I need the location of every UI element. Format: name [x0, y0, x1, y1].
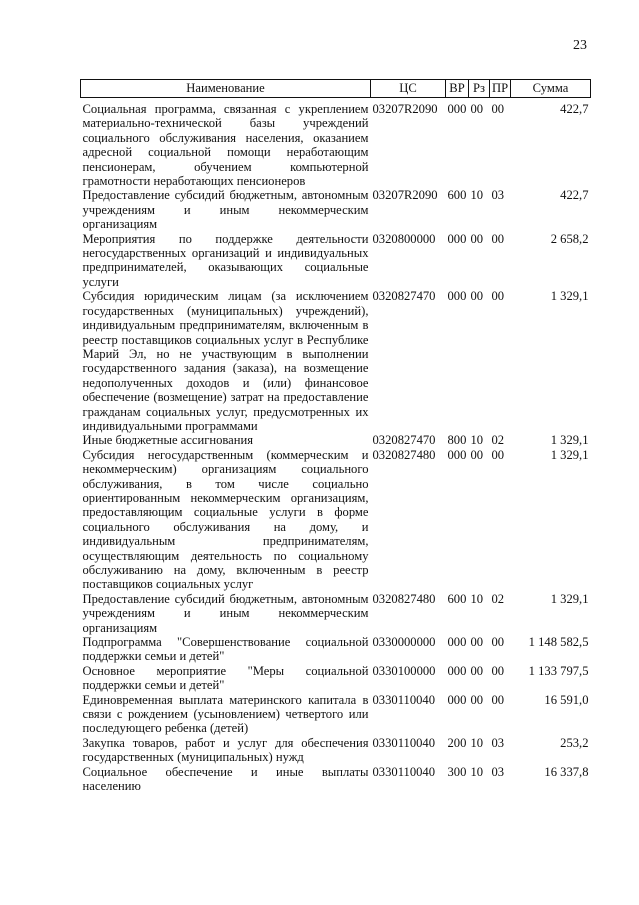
header-sum: Сумма	[511, 80, 591, 98]
row-cs: 03207R2090	[372, 102, 438, 116]
row-vr: 000	[447, 663, 467, 678]
row-cs: 0320800000	[372, 231, 436, 246]
row-name: Субсидия негосударственным (коммерческим и некоммерческим) организациям социального обслуживания, в том числе социально ориентированным некоммерческим организациям, предоставляющим социальные услуги в форме социального обслуживания на дому, и индивидуальным предпринимателям, осуществляющим деятельность по социальному обслуживанию на дому, включенным в реестр поставщиков социальных услуг	[82, 447, 369, 592]
row-sum: 422,7	[560, 102, 589, 116]
table-row	[81, 98, 591, 189]
row-pr: 03	[491, 764, 505, 779]
row-name: Социальное обеспечение и иные выплаты населению	[82, 764, 369, 794]
row-name: Предоставление субсидий бюджетным, автономным учреждениям и иным некоммерческим организациям	[82, 188, 369, 232]
page-number: 23	[573, 38, 587, 53]
row-cs: 0330110040	[372, 735, 436, 750]
row-vr: 800	[447, 433, 467, 448]
row-pr: 00	[491, 663, 505, 678]
row-pr: 00	[491, 102, 505, 116]
row-rz: 00	[470, 447, 484, 462]
row-cs: 0320827480	[372, 447, 436, 462]
row-rz: 10	[470, 764, 484, 779]
row-cs: 03207R2090	[372, 188, 438, 203]
row-sum: 2 658,2	[550, 231, 589, 246]
table-row	[81, 664, 591, 693]
row-cs: 0330110040	[372, 692, 436, 707]
row-vr: 000	[447, 289, 467, 304]
header-rz: Рз	[469, 80, 490, 98]
row-name: Предоставление субсидий бюджетным, автономным учреждениям и иным некоммерческим организациям	[82, 591, 369, 635]
table-row	[81, 433, 591, 447]
table-row	[81, 765, 591, 794]
table-row	[81, 693, 591, 736]
row-vr: 600	[447, 591, 467, 606]
table-row	[81, 736, 591, 765]
table-row	[81, 635, 591, 664]
row-pr: 03	[491, 735, 505, 750]
row-sum: 422,7	[560, 188, 589, 203]
row-rz: 00	[470, 231, 484, 246]
row-vr: 000	[447, 231, 467, 246]
table-body	[81, 98, 591, 794]
row-rz: 00	[470, 663, 484, 678]
row-sum: 253,2	[560, 735, 589, 750]
table-row	[81, 448, 591, 592]
row-vr: 000	[447, 447, 467, 462]
row-name: Основное мероприятие "Меры социальной поддержки семьи и детей"	[82, 663, 369, 693]
row-name: Единовременная выплата материнского капитала в связи с рождением (усыновлением) четвертого или последующего ребенка (детей)	[82, 692, 369, 736]
row-sum: 1 329,1	[550, 591, 589, 606]
row-sum: 16 337,8	[544, 764, 589, 779]
header-name: Наименование	[81, 80, 371, 98]
row-vr: 200	[447, 735, 467, 750]
row-name: Иные бюджетные ассигнования	[82, 433, 254, 448]
row-name: Мероприятия по поддержке деятельности негосударственных организаций и индивидуальных предпринимателей, оказывающих социальные услуги	[82, 231, 369, 289]
row-rz: 00	[470, 289, 484, 304]
row-name: Закупка товаров, работ и услуг для обеспечения государственных (муниципальных) нужд	[82, 735, 369, 765]
row-pr: 03	[491, 188, 505, 203]
row-rz: 10	[470, 188, 484, 203]
row-pr: 00	[491, 447, 505, 462]
row-cs: 0330100000	[372, 663, 436, 678]
row-cs: 0320827470	[372, 433, 436, 448]
row-rz: 10	[470, 591, 484, 606]
row-sum: 16 591,0	[544, 692, 589, 707]
table-row	[81, 592, 591, 635]
row-rz: 10	[470, 735, 484, 750]
row-name: Подпрограмма "Совершенствование социальной поддержки семьи и детей"	[82, 635, 369, 664]
row-rz: 00	[470, 692, 484, 707]
budget-table	[80, 79, 591, 794]
row-sum: 1 133 797,5	[528, 663, 589, 678]
table-row	[81, 188, 591, 231]
table-header	[81, 80, 591, 98]
header-vr: ВР	[446, 80, 469, 98]
row-cs: 0330000000	[372, 635, 436, 650]
row-rz: 00	[470, 102, 484, 116]
row-rz: 00	[470, 635, 484, 650]
row-pr: 02	[491, 591, 505, 606]
table-row	[81, 232, 591, 290]
row-cs: 0320827470	[372, 289, 436, 304]
row-pr: 00	[491, 635, 505, 650]
row-sum: 1 329,1	[550, 447, 589, 462]
header-cs: ЦС	[371, 80, 446, 98]
row-pr: 02	[491, 433, 505, 448]
row-sum: 1 329,1	[550, 289, 589, 304]
row-vr: 600	[447, 188, 467, 203]
row-pr: 00	[491, 289, 505, 304]
row-rz: 10	[470, 433, 484, 448]
row-cs: 0330110040	[372, 764, 436, 779]
row-sum: 1 148 582,5	[528, 635, 589, 650]
row-cs: 0320827480	[372, 591, 436, 606]
row-sum: 1 329,1	[550, 433, 589, 448]
table-row	[81, 289, 591, 433]
row-name: Социальная программа, связанная с укреплением материально-технической базы учреждений социального обслуживания населения, оказанием адресной социальной помощи неработающим пенсионерам, обучением компьютерной грамотности неработающих пенсионеров	[82, 102, 369, 189]
header-pr: ПР	[490, 80, 511, 98]
row-vr: 000	[447, 692, 467, 707]
row-vr: 000	[447, 102, 467, 116]
row-vr: 300	[447, 764, 467, 779]
row-pr: 00	[491, 231, 505, 246]
row-vr: 000	[447, 635, 467, 650]
row-pr: 00	[491, 692, 505, 707]
row-name: Субсидия юридическим лицам (за исключением государственных (муниципальных) учреждений), индивидуальным предпринимателям, включенным в реестр поставщиков социальных услуг в Республике Марий Эл, но не участвующим в выполнении государственного задания (заказа), на возмещение недополученных доходов и (или) финансовое обеспечение (возмещение) затрат на предоставление гражданам социальных услуг, предусмотренных их индивидуальными программами	[82, 289, 369, 433]
